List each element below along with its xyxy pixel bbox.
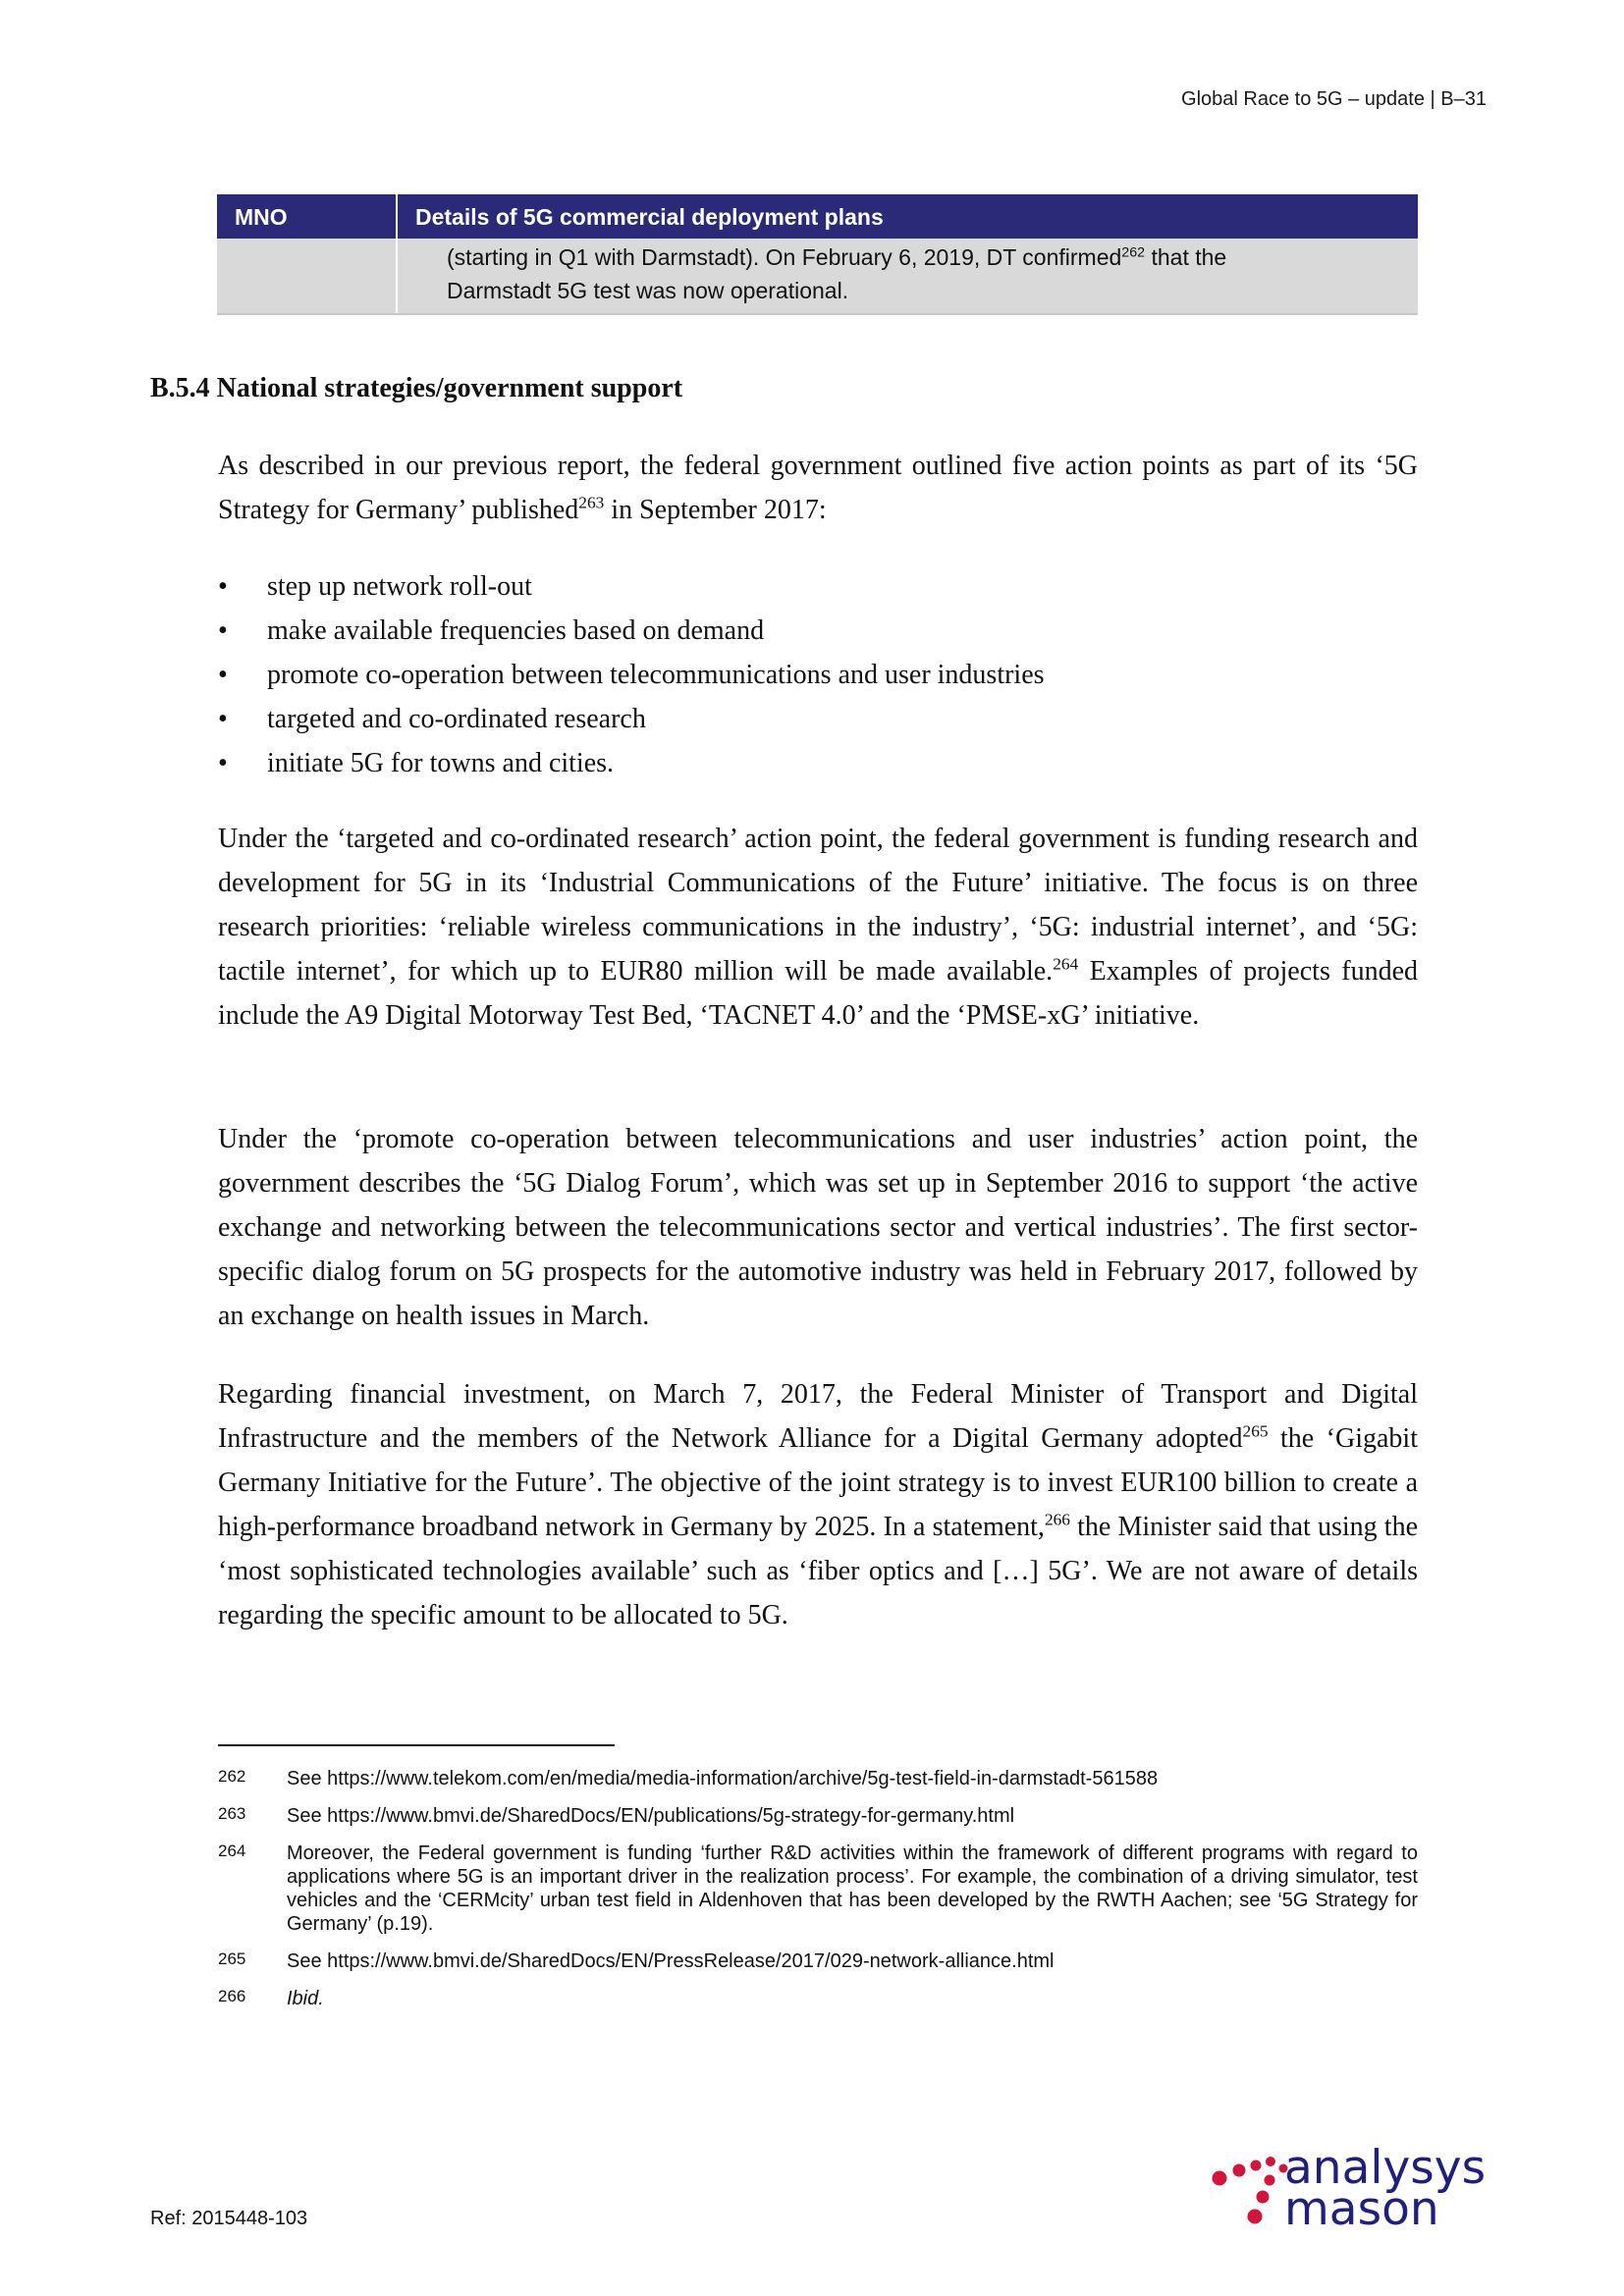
footnote-number: 266 — [218, 1987, 246, 2005]
list-item-text: targeted and co-ordinated research — [267, 704, 646, 734]
list-item — [218, 697, 1045, 741]
running-header: Global Race to 5G – update | B–31 — [1181, 88, 1487, 110]
footnote-ref-263[interactable]: 263 — [578, 493, 605, 512]
para-text: As described in our previous report, the federal government outlined five action points as part of its ‘5G Strategy for Germany’ published — [218, 451, 1418, 525]
para-text: in September 2017: — [604, 495, 827, 525]
logo-line2: mason — [1284, 2182, 1439, 2236]
details-text-line2: Darmstadt 5G test was now operational. — [447, 278, 849, 303]
footnote-text[interactable]: See https://www.telekom.com/en/media/media-information/archive/5g-test-field-in-darmstadt-561588 — [287, 1768, 1159, 1789]
footnote-ref-264[interactable]: 264 — [1053, 954, 1079, 974]
list-item — [218, 609, 1045, 653]
bullet-icon: • — [218, 660, 228, 690]
paragraph-investment — [218, 1372, 1418, 1637]
cell-details — [397, 239, 1418, 314]
footnote-ref-262[interactable]: 262 — [1121, 244, 1146, 261]
details-text: (starting in Q1 with Darmstadt). On February 6, 2019, DT confirmed — [447, 244, 1122, 270]
table-header-row — [217, 194, 1418, 239]
para-text: Regarding financial investment, on March 7, 2017, the Federal Minister of Transport and Digital Infrastructure and the members of the Network Alliance for a Digital Germany adopted — [218, 1379, 1418, 1454]
footnote-number: 264 — [218, 1842, 246, 1860]
footnote-text[interactable]: See https://www.bmvi.de/SharedDocs/EN/publications/5g-strategy-for-germany.html — [287, 1805, 1015, 1827]
footnote-number: 263 — [218, 1804, 246, 1823]
list-item — [218, 741, 1045, 785]
footnotes — [218, 1767, 1418, 2024]
bullet-icon: • — [218, 615, 228, 646]
footnote-262 — [218, 1767, 1418, 1790]
footnote-265 — [218, 1949, 1418, 1973]
list-item — [218, 653, 1045, 697]
footnote-263 — [218, 1804, 1418, 1828]
header-mno: MNO — [217, 194, 397, 239]
bullet-icon: • — [218, 571, 228, 602]
bullet-icon: • — [218, 704, 228, 734]
list-item-text: make available frequencies based on demand — [267, 615, 765, 646]
bullet-icon: • — [218, 748, 228, 778]
section-title: B.5.4 National strategies/government support — [150, 373, 683, 403]
details-text-mid: that the — [1145, 244, 1227, 270]
footnote-text: Moreover, the Federal government is funding ‘further R&D activities within the framework of different programs with regard to applications where 5G is an important driver in the realization process’. For example, the combination of a driving simulator, test vehicles and the ‘CERMcity’ urban test field in Aldenhoven that has been developed by the RWTH Aachen; see ‘5G Strategy for Germany’ (p.19). — [287, 1842, 1418, 1935]
footnote-text[interactable]: See https://www.bmvi.de/SharedDocs/EN/PressRelease/2017/029-network-alliance.html — [287, 1950, 1055, 1972]
para-text: the Minister said that using the ‘most sophisticated technologies available’ such as ‘fiber optics and […] 5G’. We are not aware of details regarding the specific amount to be allocated to 5G. — [218, 1512, 1418, 1630]
para-text: Under the ‘targeted and co-ordinated research’ action point, the federal government is funding research and development for 5G in its ‘Industrial Communications of the Future’ initiative. The focus is on three research priorities: ‘reliable wireless communications in the industry’, ‘5G: industrial internet’, and ‘5G: tactile internet’, for which up to EUR80 million will be made available. — [218, 824, 1418, 987]
footnote-266 — [218, 1987, 1418, 2010]
footnote-number: 262 — [218, 1767, 246, 1786]
footnote-ref-266[interactable]: 266 — [1044, 1510, 1070, 1529]
cell-mno — [217, 239, 397, 314]
table-row — [217, 239, 1418, 314]
para-text: Examples of projects funded include the A9 Digital Motorway Test Bed, ‘TACNET 4.0’ and the ‘PMSE-xG’ initiative. — [218, 956, 1419, 1031]
list-item-text: step up network roll-out — [267, 571, 532, 602]
document-ref: Ref: 2015448-103 — [150, 2208, 308, 2229]
footnote-divider — [218, 1744, 615, 1746]
logo-wordmark — [1284, 2141, 1487, 2236]
footnote-number: 265 — [218, 1949, 246, 1968]
header-details: Details of 5G commercial deployment plans — [397, 194, 1418, 239]
logo-line1: analysys — [1284, 2141, 1487, 2195]
footnote-264 — [218, 1842, 1418, 1936]
paragraph-intro — [218, 444, 1418, 532]
footnote-ref-265[interactable]: 265 — [1242, 1421, 1269, 1441]
list-item-text: initiate 5G for towns and cities. — [267, 748, 615, 778]
paragraph-research — [218, 817, 1418, 1038]
para-text: the ‘Gigabit Germany Initiative for the Future’. The objective of the joint strategy is to invest EUR100 billion to create a high-performance broadband network in Germany by 2025. In a statement, — [218, 1423, 1418, 1542]
paragraph-dialog-forum: Under the ‘promote co-operation between telecommunications and user industries’ action point, the government describes the ‘5G Dialog Forum’, which was set up in September 2016 to support ‘the active exchange and networking between the telecommunications sector and vertical industries’. The first sector-specific dialog forum on 5G prospects for the automotive industry was held in February 2017, followed by an exchange on health issues in March. — [218, 1124, 1418, 1331]
action-points-list — [218, 564, 1045, 785]
deployment-table — [217, 194, 1418, 315]
list-item-text: promote co-operation between telecommunications and user industries — [267, 660, 1045, 690]
footnote-text: Ibid. — [287, 1988, 324, 2009]
list-item — [218, 564, 1045, 609]
